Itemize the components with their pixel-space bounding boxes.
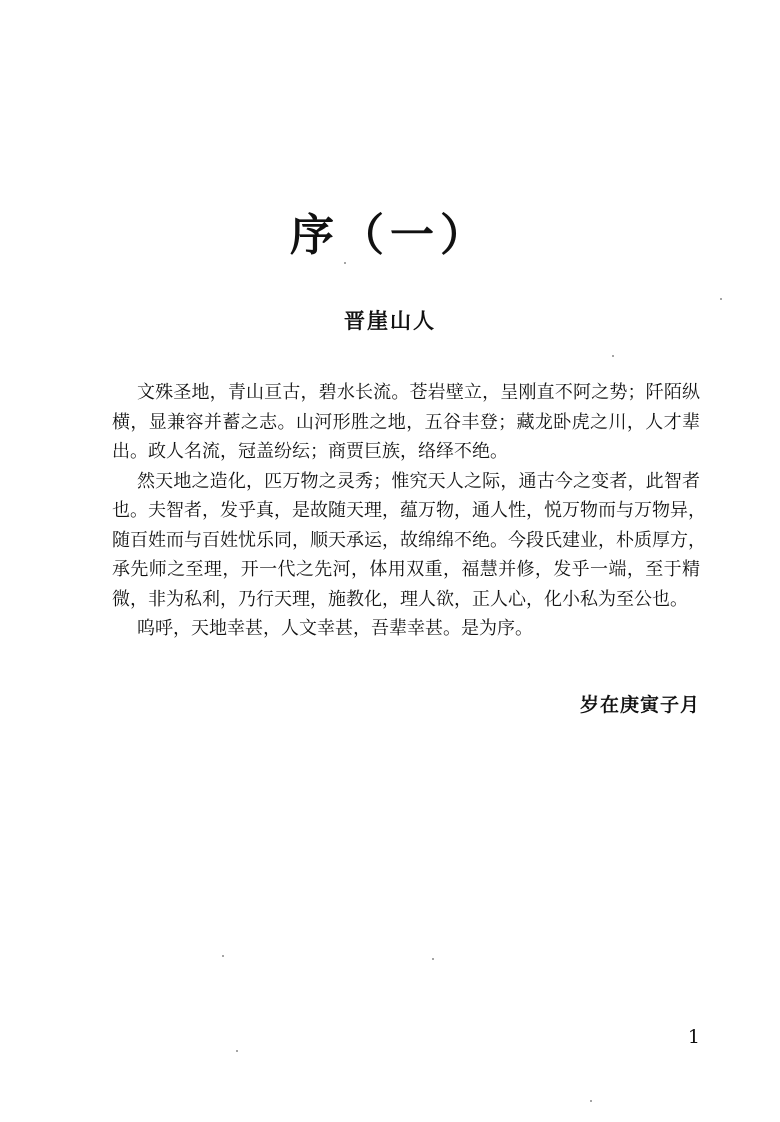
paragraph-2-line-5: 微，非为私利，乃行天理，施教化，理人欲，正人心，化小私为至公也。 <box>112 588 688 610</box>
scan-speck <box>222 955 224 957</box>
paragraph-2-line-1: 然天地之造化，匹万物之灵秀；惟究天人之际，通古今之变者，此智者 <box>137 470 700 492</box>
scan-speck <box>432 958 434 960</box>
paragraph-1-line-1: 文殊圣地，青山亘古，碧水长流。苍岩壁立，呈刚直不阿之势；阡陌纵 <box>137 382 700 403</box>
dateline: 岁在庚寅子月 <box>579 694 700 716</box>
paragraph-3-line-1: 呜呼，天地幸甚，人文幸甚，吾辈幸甚。是为序。 <box>137 618 533 639</box>
scan-speck <box>590 1100 592 1102</box>
scan-speck <box>612 355 614 357</box>
paragraph-1-line-3: 出。政人名流，冠盖纷纭；商贾巨族，络绎不绝。 <box>112 441 508 462</box>
paragraph-2-line-3: 随百姓而与百姓忧乐同，顺天承运，故绵绵不绝。今段氏建业，朴质厚方， <box>112 529 706 551</box>
scan-speck <box>236 1050 238 1052</box>
paragraph-2-line-4: 承先师之至理，开一代之先河，体用双重，福慧并修，发乎一端，至于精 <box>112 559 700 580</box>
preface-body <box>112 378 706 644</box>
page-title: 序（一） <box>290 210 490 261</box>
scan-speck <box>720 298 722 300</box>
paragraph-1-line-2: 横，显兼容并蓄之志。山河形胜之地，五谷丰登；藏龙卧虎之川，人才辈 <box>112 411 700 433</box>
page-number: 1 <box>687 1026 700 1048</box>
paragraph-2-line-2: 也。夫智者，发乎真，是故随天理，蕴万物，通人性，悦万物而与万物异， <box>112 500 706 521</box>
scan-speck <box>344 262 346 264</box>
author-byline: 晋崖山人 <box>344 308 436 333</box>
